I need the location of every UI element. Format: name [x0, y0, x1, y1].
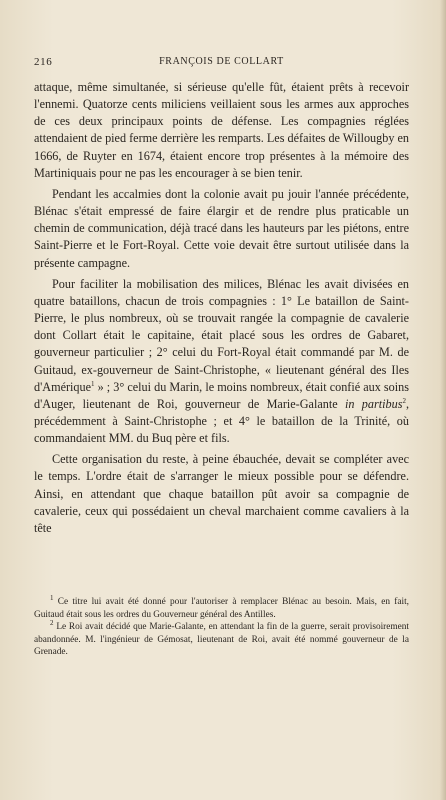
main-text: [34, 79, 409, 537]
latin-phrase: in partibus: [344, 396, 403, 411]
footnote-2-text: Le Roi avait décidé que Marie-Galante, en attendant la fin de la guerre, serait provisoirement abandonnée. M. l'ingénieur de Gémosat, lieutenant de Roi, avait été nommé gouverneur de la Grenade.: [34, 622, 409, 658]
battalions-text-part-1: Pour faciliter la mobilisation des milices, Blénac les avait divisées en quatre bataillons, chacun de trois compagnies : 1° Le bataillon de Saint-Pierre, le plus nombreux, où se trouvait rangée la compagnie de cavalerie dont Collart était le capitaine, était placé sous les ordres de Gabaret, gouverneur particulier ; 2° celui du Fort-Royal était commandé par M. de Guitaud, ex-gouverneur de Saint-Christophe, « lieutenant général des Iles d'Amérique: [34, 276, 409, 394]
page-header: [34, 56, 409, 70]
paragraph-continued: attaque, même simultanée, si sérieuse qu'elle fût, étaient prêts à recevoir l'ennemi. Quatorze cents miliciens veillaient sous les armes aux approches de ces deux principaux points de défense. Les compagnies réglées attendaient de pied ferme derrière les remparts. Les défaites de Willougby en 1666, de Ruyter en 1674, étaient encore trop présentes à la mémoire des Martiniquais pour ne pas les encourager à se bien tenir.: [34, 80, 409, 180]
paragraph-road: Pendant les accalmies dont la colonie avait pu jouir l'année précédente, Blénac s'était empressé de faire élargir et de rendre plus praticable un chemin de communication, déjà tracé dans les hauteurs par les piétons, entre Saint-Pierre et le Fort-Royal. Cette voie devait être surtout utilisée dans la présente campagne.: [34, 186, 409, 270]
paragraph-battalions: [34, 276, 409, 448]
battalions-text-part-2: » ; 3° celui du Marin, le moins nombreux, était confié aux soins d'Auger, lieutenant de Roi, gouverneur de Marie-Galante: [34, 379, 409, 411]
paragraph-organisation: Cette organisation du reste, à peine ébauchée, devait se compléter avec le temps. L'ordre était de s'arranger le mieux possible pour se défendre. Ainsi, en attendant que chaque bataillon pût avoir sa compagnie de cavalerie, ceux qui possédaient un cheval marchaient comme cavaliers à la tête: [34, 452, 409, 535]
footnotes: [34, 593, 409, 659]
footnote-ref-2: 2: [402, 396, 406, 405]
footnote-1: [34, 593, 409, 621]
footnote-mark-1: 1: [50, 593, 54, 602]
battalions-text-part-3: , précédemment à Saint-Christophe ; et 4° le bataillon de la Trinité, où commandaient MM. du Buq père et fils.: [34, 396, 409, 446]
page-edge-shadow: [440, 0, 446, 800]
footnote-2: [34, 621, 409, 659]
page-number: 216: [34, 56, 53, 68]
running-title: FRANÇOIS DE COLLART: [159, 56, 284, 67]
footnote-mark-2: 2: [50, 619, 54, 628]
footnote-1-text: Ce titre lui avait été donné pour l'autoriser à remplacer Blénac au besoin. Mais, en fait, Guitaud était sous les ordres du Gouverneur général des Antilles.: [34, 597, 409, 620]
footnote-ref-1: 1: [91, 379, 95, 388]
